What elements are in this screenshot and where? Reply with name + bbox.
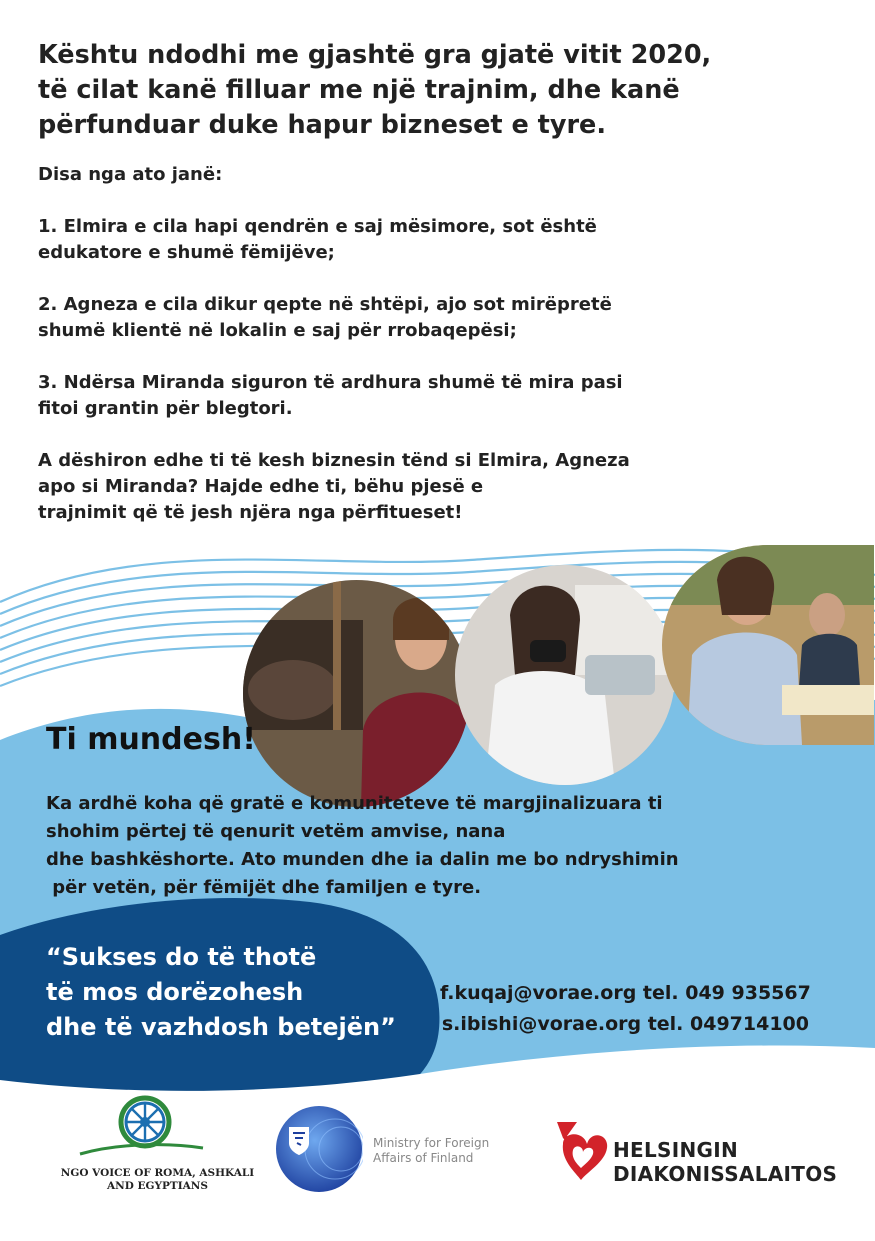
- body-line: për vetën, për fëmijët dhe familjen e tyre.: [46, 877, 482, 898]
- photo-seamstress: [455, 565, 675, 785]
- story-line: shumë klientë në lokalin e saj për rrobaqepësi;: [38, 320, 517, 341]
- closing-line: A dëshiron edhe ti të kesh biznesin tënd si Elmira, Agneza: [38, 450, 630, 471]
- closing-line: apo si Miranda? Hajde edhe ti, bëhu pjesë e: [38, 476, 484, 497]
- mfa-line: Affairs of Finland: [373, 1151, 474, 1165]
- ngo-wheel-logo-icon: [75, 1092, 205, 1160]
- headline: [38, 38, 838, 143]
- hd-logo-text: [613, 1138, 837, 1186]
- story-line: edukatore e shumë fëmijëve;: [38, 242, 335, 263]
- headline-line: përfunduar duke hapur bizneset e tyre.: [38, 110, 607, 140]
- contact-line-1[interactable]: f.kuqaj@vorae.org tel. 049 935567: [440, 982, 811, 1004]
- quote-line: të mos dorëzohesh: [46, 978, 304, 1006]
- story-item-1: [38, 214, 798, 266]
- finland-lion-emblem-icon: [275, 1105, 363, 1193]
- quote: [46, 940, 396, 1045]
- hd-line: HELSINGIN: [613, 1138, 739, 1162]
- contact-line-2[interactable]: s.ibishi@vorae.org tel. 049714100: [441, 1013, 809, 1035]
- closing-line: trajnimit që të jesh njëra nga përfitueset!: [38, 502, 463, 523]
- ngo-logo-text: [55, 1167, 260, 1193]
- intro-lead: Disa nga ato janë:: [38, 164, 223, 185]
- mfa-logo-text: [373, 1136, 489, 1166]
- quote-line: “Sukses do të thotë: [46, 943, 317, 971]
- ngo-name-line: NGO VOICE OF ROMA, ASHKALI: [60, 1167, 255, 1179]
- photo-classroom: [662, 545, 874, 745]
- story-line: 3. Ndërsa Miranda siguron të ardhura shumë të mira pasi: [38, 372, 623, 393]
- headline-line: të cilat kanë filluar me një trajnim, dhe kanë: [38, 75, 680, 105]
- hd-line: DIAKONISSALAITOS: [613, 1162, 838, 1186]
- quote-line: dhe të vazhdosh betejën”: [46, 1013, 396, 1041]
- story-item-3: [38, 370, 798, 422]
- story-item-2: [38, 292, 798, 344]
- body-line: Ka ardhë koha që gratë e komuniteteve të margjinalizuara ti: [46, 793, 663, 814]
- closing-call: [38, 448, 798, 526]
- mfa-line: Ministry for Foreign: [373, 1136, 490, 1150]
- contact-info: [440, 978, 811, 1040]
- body-line: dhe bashkëshorte. Ato munden dhe ia dalin me bo ndryshimin: [46, 849, 679, 870]
- photo-livestock-farmer: [243, 580, 470, 807]
- section-body: [46, 790, 836, 902]
- story-line: fitoi grantin për blegtori.: [38, 398, 293, 419]
- ngo-name-line: AND EGYPTIANS: [107, 1180, 208, 1192]
- body-line: shohim përtej të qenurit vetëm amvise, nana: [46, 821, 506, 842]
- story-line: 1. Elmira e cila hapi qendrën e saj mësimore, sot është: [38, 216, 597, 237]
- story-line: 2. Agneza e cila dikur qepte në shtëpi, ajo sot mirëpretë: [38, 294, 612, 315]
- helsingin-heart-logo-icon: [553, 1120, 609, 1182]
- headline-line: Kështu ndodhi me gjashtë gra gjatë vitit 2020,: [38, 40, 712, 70]
- section-title: Ti mundesh!: [46, 722, 256, 757]
- intro-text: [38, 162, 798, 526]
